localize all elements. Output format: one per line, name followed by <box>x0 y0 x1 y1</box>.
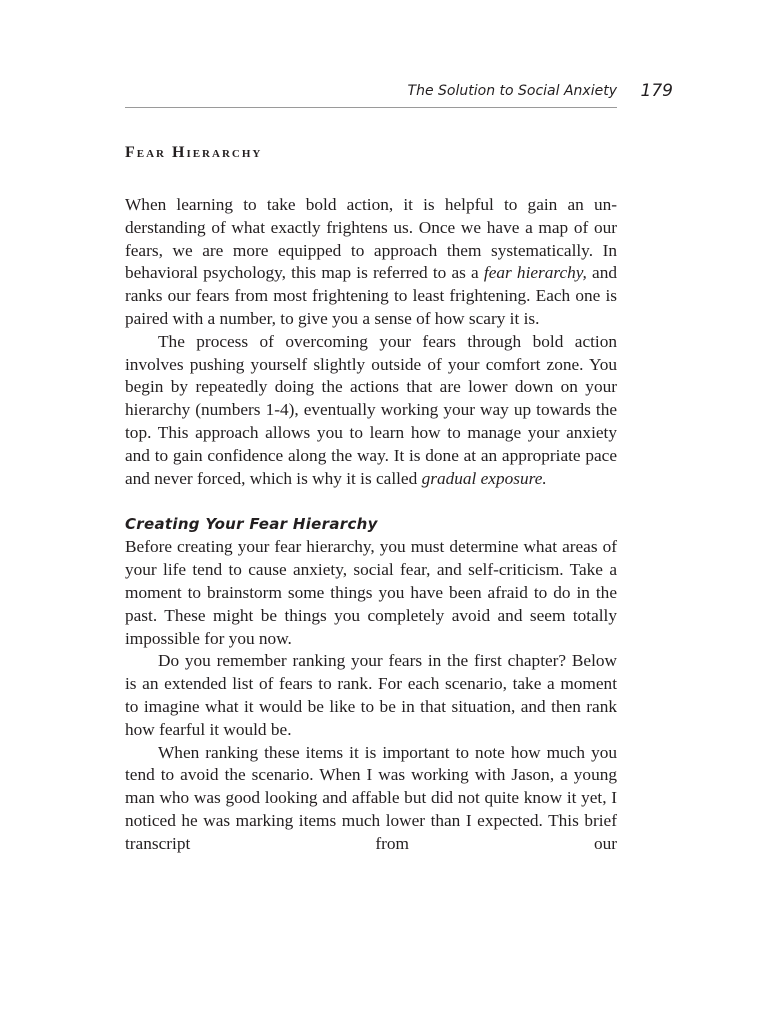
section-paragraph-2 <box>125 331 617 491</box>
paragraph-text: The process of overcoming your fears through bold action involves pushing yourself slightly outside of your comfort zone. You begin by repeatedly doing the actions that are lower down on your hierarchy (numbers 1-4), eventually working your way up towards the top. This approach allows you to learn how to manage your anxiety and to gain confidence along the way. It is done at an appropriate pace and never forced, which is why it is called <box>125 331 617 488</box>
header-rule <box>125 107 617 108</box>
subsection-heading: Creating Your Fear Hierarchy <box>125 515 378 534</box>
page-body <box>125 140 617 856</box>
running-header <box>125 81 673 103</box>
page-number: 179 <box>640 81 673 101</box>
subsection-paragraph-2: Do you remember ranking your fears in the first chapter? Below is an extended list of fears to rank. For each scenario, take a moment to imagine what it would be like to be in that situation, and then rank how fearful it would be. <box>125 651 617 739</box>
italic-term: fear hierarchy, <box>483 263 587 283</box>
running-title: The Solution to Social Anxiety <box>407 83 617 99</box>
subsection-paragraph-1: Before creating your fear hierarchy, you must determine what areas of your life tend to cause anxiety, social fear, and self-criticism. Take a moment to brainstorm some things you have been afraid to do in the past. These might be things you completely avoid and seem totally impossible for you now. <box>125 537 617 648</box>
subsection-paragraph-3: When ranking these items it is important to note how much you tend to avoid the scenario. When I was working with Jason, a young man who was good looking and affable but did not quite know it yet, I noticed he was marking items much lower than I expected. This brief transcript from our <box>125 742 617 853</box>
paragraph-text: and ranks our fears from most frightening to least frightening. Each one is paired with a number, to give you a sense of how scary it is. <box>125 263 617 328</box>
section-paragraph-1 <box>125 194 617 331</box>
italic-term: gradual exposure. <box>421 468 547 488</box>
section-heading: Fear Hierarchy <box>125 144 263 161</box>
paragraph-text: When learning to take bold action, it is helpful to gain an understanding of what exactly frightens us. Once we have a map of our fears, we are more equipped to approach them systematically. In behavioral psychology, this map is referred to as a <box>125 195 617 283</box>
